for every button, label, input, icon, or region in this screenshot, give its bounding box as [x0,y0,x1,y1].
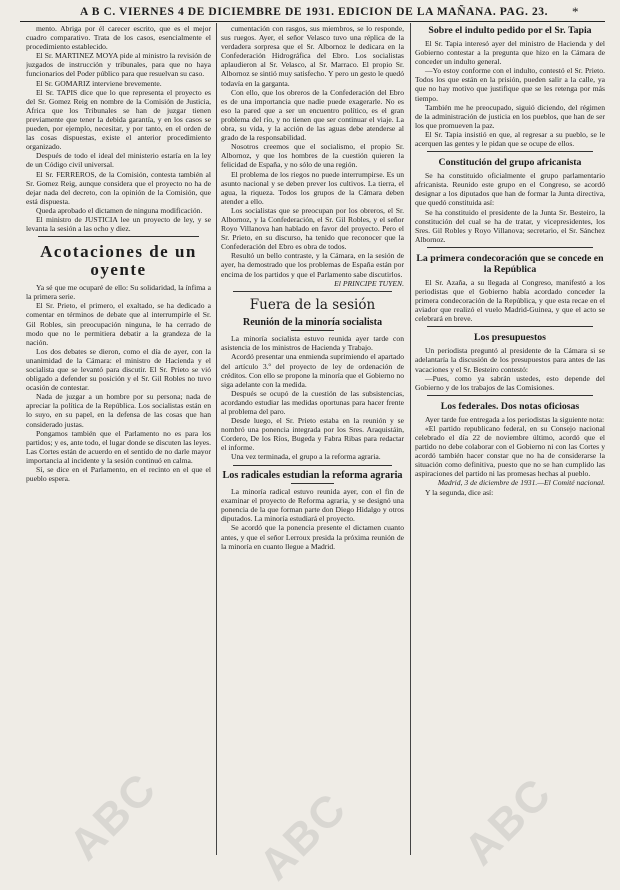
watermark-abc: ABC [250,783,357,890]
article-heading-radicales: Los radicales estudian la reforma agraria [222,469,403,481]
paragraph: La minoría socialista estuvo reunida ayer tarde con asistencia de los ministros de Hacienda y Trabajo. [221,334,404,353]
paragraph: También me he preocupado, siguió diciendo, del régimen de la administración de justicia en los pueblos, que han de ser los que promueven la paz. [415,102,605,130]
col3-condecoracion-text [415,278,605,323]
paragraph: Los dos debates se dieron, como el día de ayer, con la unanimidad de la Cámara: el ministro de Hacienda y el socialista que se levantó para discutir. El Sr. Prieto se vió obligado a defender su posición y el Sr. Gil Robles no tuvo ocasión de contestar. [26,346,211,393]
col2-radicales-text [221,487,404,551]
paragraph: Nosotros creemos que el socialismo, el propio Sr. Albornoz, y que los hombres de la cuestión quieren la felicidad de España, y no sólo de una región. [221,142,404,170]
paragraph: Desde luego, el Sr. Prieto estaba en la reunión y se nombró una ponencia integrada por los Sres. Araquistáin, Cordero, De los Ríos, Bugeda y Fabra Ribas para redactar el informe. [221,416,404,453]
paragraph: El Sr. Azaña, a su llegada al Congreso, manifestó a los periodistas que el Gobierno había acordado conceder la primera condecoración de la República, y que esta recae en el aviador que realizó el vuelo Madrid-Guinea, y que el acto se celebrará en breve. [415,277,605,324]
paragraph: Se ha constituido oficialmente el grupo parlamentario africanista. Reunido este grupo en el Congreso, se acordó designar a los diputados que han de formar la Junta directiva, que quedó constituida así: [415,171,605,208]
page-mark: * [572,4,579,19]
paragraph: Resultó un bello contraste, y la Cámara, en la sesión de ayer, ha demostrado que los problemas de España están por encima de los partidos y que el Parlamento sabe discutirlos. [221,251,404,279]
signature: Madrid, 3 de diciembre de 1931.—El Comité nacional. [437,478,605,488]
divider [291,330,334,331]
paragraph: El Sr. GOMARIZ interviene brevemente. [36,78,162,88]
watermark-abc: ABC [60,763,167,870]
divider [427,395,593,396]
paragraph: mento. Abriga por él carecer escrito, que es el mejor cuadro comparativo. Trata de los casos, esencialmente el procedimiento establecido. [26,24,211,52]
paragraph: Ya sé que me ocuparé de ello: Su solidaridad, la ínfima a la primera serie. [26,283,211,302]
paragraph: Nada de juzgar a un hombre por su persona; nada de apreciar la política de la República. Los socialistas están en lo suyo, en su papel, en la defensa de las cosas que han considerado justas. [26,392,211,429]
article-heading-federales: Los federales. Dos notas oficiosas [440,400,580,412]
paragraph: Después se ocupó de la cuestión de las subsistencias, acordando estudiar las medidas oportunas para hacer frente al problema del paro. [221,388,404,416]
paragraph: Ayer tarde fue entregada a los periodistas la siguiente nota: [425,414,605,424]
article-heading-presupuestos: Los presupuestos [474,332,546,344]
divider [38,236,199,237]
divider [233,291,392,292]
column-left [26,24,211,856]
article-heading-acotaciones: Acotaciones de un oyente [40,242,197,280]
paragraph: El problema de los riegos no puede interrumpirse. Es un asunto nacional y se deben prever los cultivos. La tierra, el agua, la riqueza. Todos los grupos de la Cámara deben atender a ello. [221,169,404,206]
paragraph: Después de todo el ideal del ministerio estaría en la ley de un Código civil universal. [26,151,211,170]
col2-top-text [221,24,404,288]
column-divider-2 [410,23,411,855]
col1-bottom-text [26,283,211,483]
paragraph: Sí, se dice en el Parlamento, en el recinto en el que el pueblo espera. [26,465,211,484]
col1-top-text [26,24,211,233]
watermark-abc: ABC [455,768,562,875]
divider [291,483,334,484]
col3-indulto-text [415,39,605,148]
paragraph: «El partido republicano federal, en su Consejo nacional celebrado el día 22 de noviembre último, acordó que el partido no debe colaborar con el Gobierno ni con las Cortes y acordó también hacer constar que no ha de considerarse la situación como definitiva, puesto que no se han cumplido las aspiraciones del partido ni las promesas hechas al pueblo. [415,423,605,479]
divider [233,465,392,466]
col2-socialista-text [221,334,404,461]
masthead: A B C. VIERNES 4 DE DICIEMBRE DE 1931. EDICION DE LA MAÑANA. PAG. 23. [80,6,549,18]
paragraph: Una vez terminada, el grupo a la reforma agraria. [231,452,381,462]
article-heading-condecoracion: La primera condecoración que se concede en la República [416,252,604,275]
divider [427,326,593,327]
article-heading-indulto: Sobre el indulto pedido por el Sr. Tapia [428,25,592,36]
paragraph: El Sr. Prieto, el primero, el exaltado, se ha dedicado a comentar en términos de debate que al interrumpirle el Sr. Gil Robles, sin preocupación ninguna, le ha cerrado de modo que no le permitiera debatir a la grandeza de la nación. [26,301,211,347]
divider [427,247,593,248]
paragraph: El ministro de JUSTICIA lee un proyecto de ley, y se levanta la sesión a las ocho y diez. [26,214,211,234]
paragraph: La minoría radical estuvo reunida ayer, con el fin de examinar el proyecto de Reforma agraria, y se designó una ponencia de la que forman parte don Diego Hidalgo y otros diputados. La minoría estudiará el proyecto. [221,487,404,524]
paragraph: El Sr. MARTINEZ MOYA pide al ministro la revisión de juzgados de instrucción y tribunales, para que no haya funcionarios del Poder público para que resuelvan su caso. [26,51,211,79]
paragraph: Y la segunda, dice así: [425,487,494,497]
divider [427,151,593,152]
paragraph: Se acordó que la ponencia presente el dictamen cuanto antes, y que el señor Lerroux presida la próxima reunión de la minoría en cuanto llegue a Madrid. [221,523,404,551]
paragraph: El Sr. FERREROS, de la Comisión, contesta también al Sr. Gomez Reig, aunque considera que el proyecto no ha de dejar nada del decreto, con la opinión de la Comisión, que está dispuesta. [26,169,211,206]
col3-presupuestos-text [415,346,605,391]
paragraph: Con ello, que los obreros de la Confederación del Ebro es de una importancia que nadie puede exagerarle. No es eso la pared que a ser un encuentro político, es el gran problema del río, y no tienen que ser continuar el viaje. La obra, su vida, y la acción de las aguas debe atenderse al grado de la responsabilidad. [221,87,404,143]
section-heading-fuera-de-la-sesion: Fuera de la sesión [249,296,376,313]
col3-africanista-text [415,171,605,244]
paragraph: cumentación con rasgos, sus miembros, se lo responde, sus ruegos. Ayer, el señor Velasco tuvo una réplica de la verdadera sorpresa que el Sr. Albornoz le dedicara en la Confederación Hidrográfica del Ebro. Los socialistas aplaudieron al Sr. Velasco, al Sr. Marraco. El propio Sr. Albornoz se sintió muy satisfecho. Y pero un gesto le quedó todavía en la garganta. [221,24,404,88]
article-heading-grupo-africanista: Constitución del grupo africanista [438,157,582,169]
paragraph: Se ha constituido el presidente de la Junta Sr. Besteiro, la constitución del cual se ha de tratar, y vicepresidentes, los Sres. Gil Robles y Royo Villanova; secretario, el Sr. Sánchez Albornoz. [415,207,605,244]
article-heading-minoria-socialista: Reunión de la minoría socialista [242,316,383,328]
column-divider-1 [216,23,217,855]
signature: El PRINCIPE TUYEN. [334,278,404,288]
column-right [415,24,605,856]
paragraph: —Yo estoy conforme con el indulto, contestó el Sr. Prieto. Todos los que están en la prisión, pueden salir a la calle, ya que no hay motivo que justifique que se les retenga por más tiempo. [415,66,605,103]
paragraph: Los socialistas que se preocupan por los obreros, el Sr. Albornoz, y la Confederación, el Sr. Gil Robles, y el señor Royo Villanova han hablado en favor del proyecto. Pero el Sr. Prieto, en su discurso, ha tenido que reconocer que la Confederación del Ebro es obra de todos. [221,205,404,252]
paragraph: Pongamos también que el Parlamento no es para los partidos; y es, ante todo, el lugar donde se discuten las leyes. Las Cortes están de acuerdo en el sentido de no darle mayor importancia al incidente y la sesión continuó en calma. [26,428,211,465]
paragraph: El Sr. TAPIS dice que lo que representa el proyecto es del Sr. Gomez Reig en nombre de la Comisión de Justicia, Africa que los Tribunales se han de juzgar tienen previamente que tener la debida garantía, y en los casos se pueden, por ejemplo, necesitar, y por tanto, en el orden de las cosas dispuestas, existe el anterior procedimiento organizado. [26,87,211,152]
column-middle [221,24,404,856]
col3-federales-text [415,415,605,497]
paragraph: Queda aprobado el dictamen de ninguna modificación. [36,205,203,215]
paragraph: Acordó presentar una enmienda suprimiendo el apartado del artículo 3.º del proyecto de ley de ordenación de créditos. Con ello se propone la minoría que el Gobierno no siga adelante con la medida. [221,352,404,389]
paragraph: Un periodista preguntó al presidente de la Cámara si se adelantaría la discusión de los presupuestos para antes de las vacaciones y el Sr. Besteiro contestó: [415,346,605,374]
paragraph: El Sr. Tapia interesó ayer del ministro de Hacienda y del Gobierno contestar a la pregunta que hizo en la Cámara de conceder un indulto general. [415,39,605,67]
paragraph: El Sr. Tapia insistió en que, al regresar a su pueblo, se le acerquen las gentes y le pidan que se ocupe de ellos. [415,129,605,149]
masthead-rule [20,21,605,22]
paragraph: —Pues, como ya sabrán ustedes, esto depende del Gobierno y de los trabajos de las Comisiones. [415,373,605,392]
